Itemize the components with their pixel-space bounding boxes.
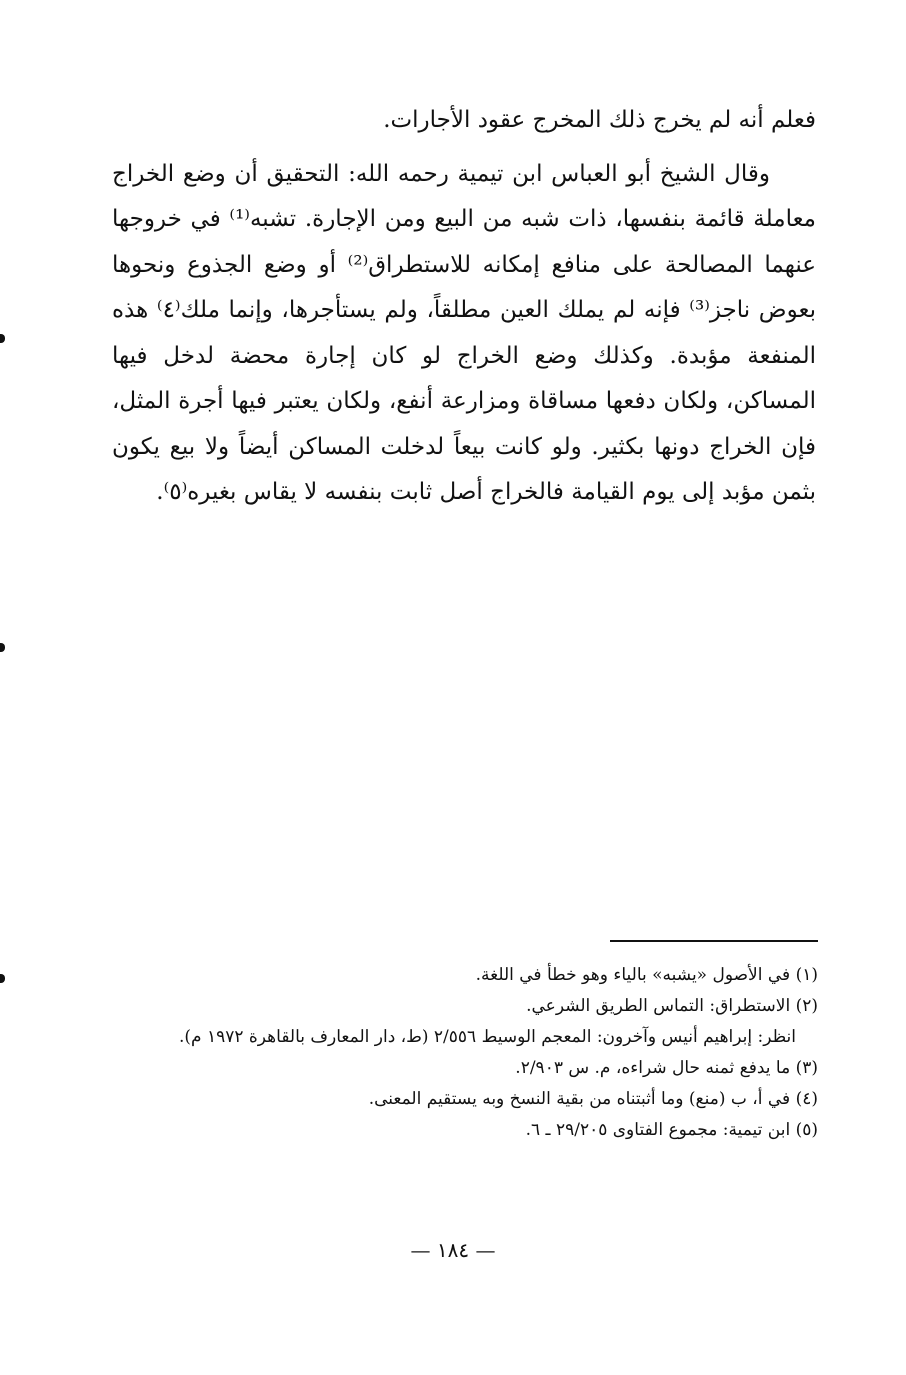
footnote-divider: [610, 940, 818, 942]
footnotes-list: [112, 960, 818, 1146]
paragraph-2: وقال الشيخ أبو العباس ابن تيمية رحمه الله: التحقيق أن وضع الخراج معاملة قائمة بنفسها، ذات شبه من البيع ومن الإجارة. تشبه⁽¹⁾ في خروجها عنهما المصالحة على منافع إمكانه للاستطراق⁽²⁾ أو وضع الجذوع ونحوها بعوض ناجز⁽³⁾ فإنه لم يملك العين مطلقاً، ولم يستأجرها، وإنما ملك⁽٤⁾ هذه المنفعة مؤبدة. وكذلك وضع الخراج لو كان إجارة محضة لدخل فيها المساكن، ولكان دفعها مساقاة ومزارعة أنفع، ولكان يعتبر فيها أجرة المثل، فإن الخراج دونها بكثير. ولو كانت بيعاً لدخلت المساكن أيضاً ولا بيع يكون بثمن مؤبد إلى يوم القيامة فالخراج أصل ثابت بنفسه لا يقاس بغيره⁽٥⁾.: [112, 160, 816, 505]
page-number: — ١٨٤ —: [410, 1238, 496, 1262]
scan-edge-mark: [0, 974, 5, 983]
footnote-1: (١) في الأصول «يشبه» بالياء وهو خطأ في اللغة.: [475, 965, 818, 985]
footnote-5: (٥) ابن تيمية: مجموع الفتاوى ٢٩/٢٠٥ ـ ٦.: [525, 1120, 818, 1140]
main-text: [112, 98, 816, 516]
scan-edge-mark: [0, 643, 5, 652]
scan-edge-mark: [0, 334, 5, 343]
footnote-3: (٣) ما يدفع ثمنه حال شراءه، م. س ٢/٩٠٣.: [515, 1058, 818, 1078]
footnote-4: (٤) في أ، ب (منع) وما أثبتناه من بقية النسخ وبه يستقيم المعنى.: [368, 1089, 818, 1109]
paragraph-1: فعلم أنه لم يخرج ذلك المخرج عقود الأجارات.: [383, 107, 816, 133]
footnote-2-reference: انظر: إبراهيم أنيس وآخرون: المعجم الوسيط ٢/٥٥٦ (ط، دار المعارف بالقاهرة ١٩٧٢ م).: [178, 1027, 796, 1047]
footnote-2: (٢) الاستطراق: التماس الطريق الشرعي.: [526, 996, 818, 1016]
